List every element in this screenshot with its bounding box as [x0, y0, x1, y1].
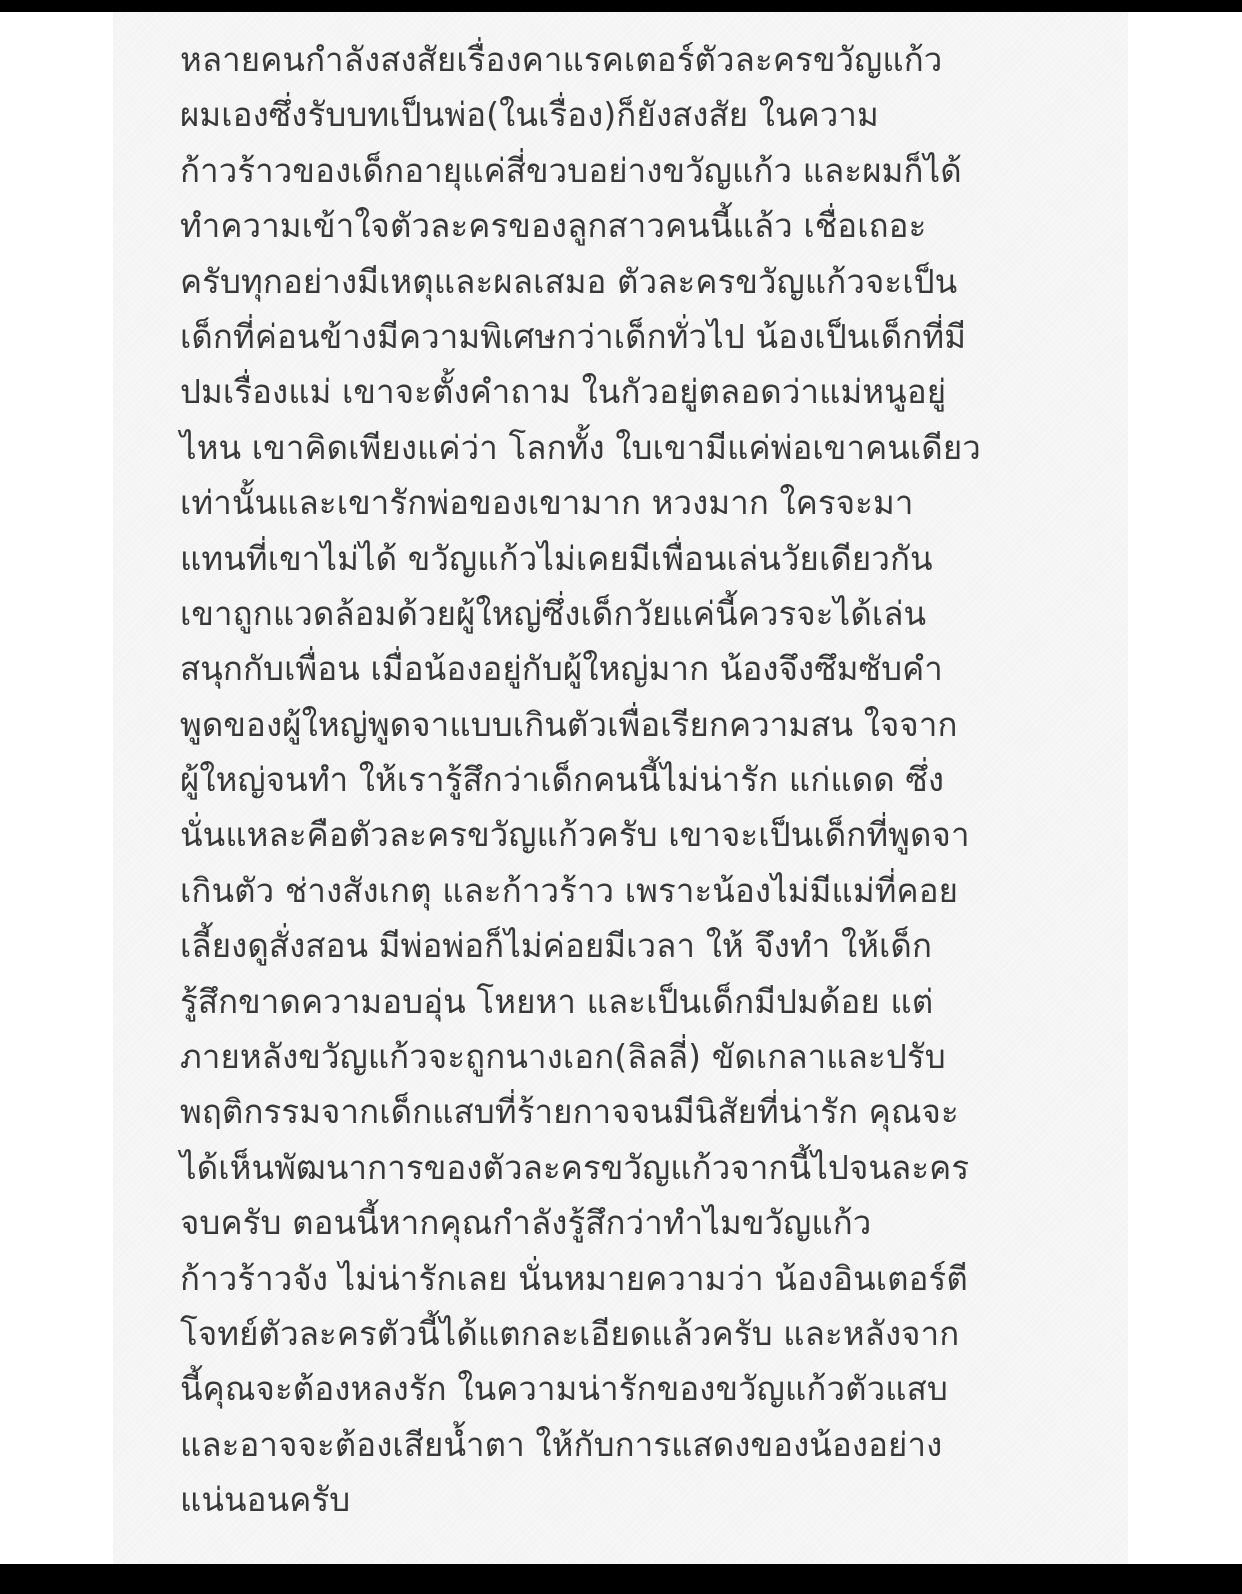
note-line: ทำความเข้าใจตัวละครของลูกสาวคนนี้แล้ว เชื่อเถอะ — [180, 206, 927, 246]
note-line: สนุกกับเพื่อน เมื่อน้องอยู่กับผู้ใหญ่มาก น้องจึงซึมซับคำ — [180, 649, 943, 689]
note-line: พฤติกรรมจากเด็กแสบที่ร้ายกาจจนมีนิสัยที่น่ารัก คุณจะ — [180, 1092, 959, 1132]
note-line: เลี้ยงดูสั่งสอน มีพ่อพ่อก็ไม่ค่อยมีเวลา ให้ จึงทำ ให้เด็ก — [180, 926, 933, 966]
note-line: จบครับ ตอนนี้หากคุณกำลังรู้สึกว่าทำไมขวัญแก้ว — [180, 1203, 872, 1243]
note-line: ครับทุกอย่างมีเหตุและผลเสมอ ตัวละครขวัญแก้วจะเป็น — [180, 261, 958, 301]
note-line: ก้าวร้าวของเด็กอายุแค่สี่ขวบอย่างขวัญแก้ว และผมก็ได้ — [180, 150, 962, 190]
note-line: ไหน เขาคิดเพียงแค่ว่า โลกทั้ง ใบเขามีแค่พ่อเขาคนเดียว — [180, 427, 981, 467]
note-line: รู้สึกขาดความอบอุ่น โหยหา และเป็นเด็กมีปมด้อย แต่ — [180, 981, 934, 1021]
note-line: นี้คุณจะต้องหลงรัก ในความน่ารักของขวัญแก้วตัวแสบ — [180, 1369, 948, 1409]
note-line: หลายคนกำลังสงสัยเรื่องคาแรคเตอร์ตัวละครขวัญแก้ว — [180, 40, 943, 79]
note-line: เท่านั้นและเขารักพ่อของเขามาก หวงมาก ใครจะมา — [180, 483, 914, 523]
note-line: นั่นแหละคือตัวละครขวัญแก้วครับ เขาจะเป็นเด็กที่พูดจา — [180, 815, 970, 855]
note-line: ภายหลังขวัญแก้วจะถูกนางเอก(ลิลลี่) ขัดเกลาและปรับ — [180, 1037, 946, 1077]
note-line: ผมเองซึ่งรับบทเป็นพ่อ(ในเรื่อง)ก็ยังสงสัย ในความ — [180, 95, 879, 135]
note-line: พูดของผู้ใหญ่พูดจาแบบเกินตัวเพื่อเรียกความสน ใจจาก — [180, 704, 958, 744]
note-page — [0, 12, 1242, 1564]
note-body — [180, 32, 1060, 1528]
note-line: ปมเรื่องแม่ เขาจะตั้งคำถาม ในกัวอยู่ตลอดว่าแม่หนูอยู่ — [180, 372, 947, 412]
bottom-black-bar — [0, 1564, 1242, 1594]
note-line: ก้าวร้าวจัง ไม่น่ารักเลย นั่นหมายความว่า น้องอินเตอร์ตี — [180, 1258, 968, 1298]
note-line: ผู้ใหญ่จนทำ ให้เรารู้สึกว่าเด็กคนนี้ไม่น่ารัก แก่แดด ซึ่ง — [180, 760, 945, 800]
note-line: และอาจจะต้องเสียน้ำตา ให้กับการแสดงของน้องอย่าง — [180, 1424, 943, 1464]
note-line: แน่นอนครับ — [180, 1480, 351, 1520]
note-line: เขาถูกแวดล้อมด้วยผู้ใหญ่ซึ่งเด็กวัยแค่นี้ควรจะได้เล่น — [180, 593, 927, 633]
note-line: เกินตัว ช่างสังเกตุ และก้าวร้าว เพราะน้องไม่มีแม่ที่คอย — [180, 870, 959, 910]
note-line: แทนที่เขาไม่ได้ ขวัญแก้วไม่เคยมีเพื่อนเล่นวัยเดียวกัน — [180, 538, 933, 578]
note-line: โจทย์ตัวละครตัวนี้ได้แตกละเอียดแล้วครับ และหลังจาก — [180, 1313, 960, 1353]
note-line: เด็กที่ค่อนข้างมีความพิเศษกว่าเด็กทั่วไป น้องเป็นเด็กที่มี — [180, 316, 967, 356]
note-line: ได้เห็นพัฒนาการของตัวละครขวัญแก้วจากนี้ไปจนละคร — [180, 1147, 970, 1187]
